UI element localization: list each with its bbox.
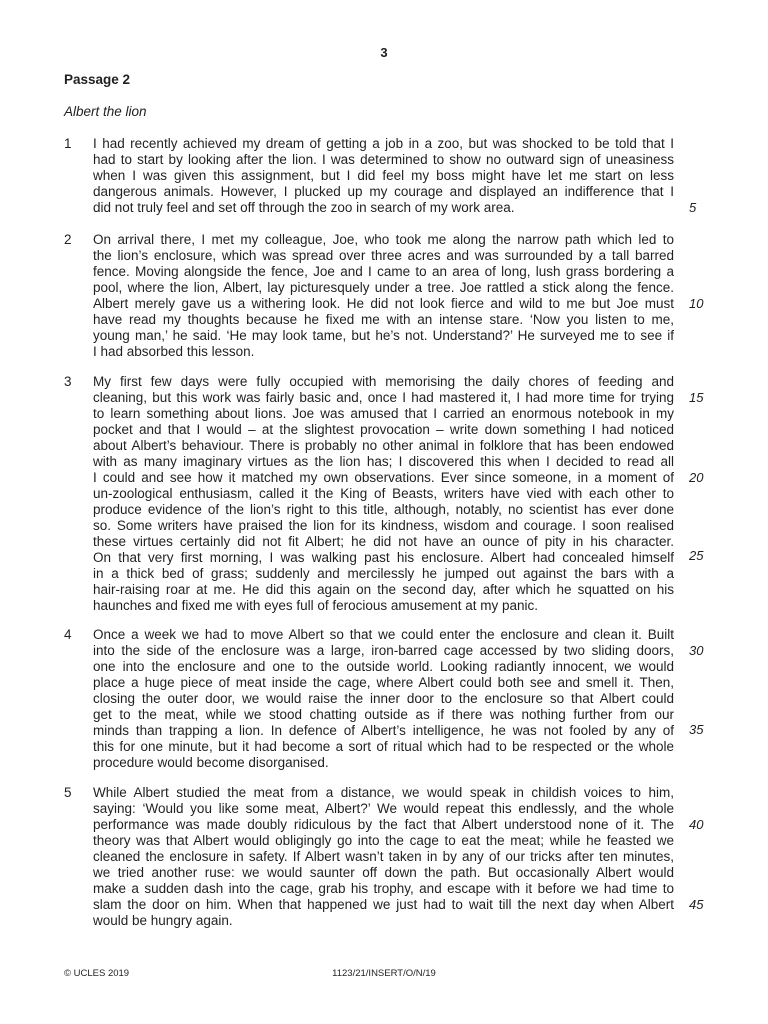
paragraph-text: [93, 627, 674, 771]
text-line: had to start by looking after the lion. I was determined to show no outward sign of uneasiness: [93, 152, 674, 167]
text-line: pool, where the lion, Albert, lay picturesquely under a tree. Joe rattled a stick along the fence.: [93, 280, 674, 295]
text-line: the lion’s enclosure, which was spread over three acres and was surrounded by a tall barred: [93, 248, 674, 263]
text-line: with as many imaginary virtues as the lion has; I discovered this when I decided to read all: [93, 454, 674, 469]
text-line: we tried another ruse: we would saunter off down the path. But occasionally Albert would: [93, 865, 674, 880]
line-number: 10: [689, 296, 704, 311]
text-line: to learn something about lions. Joe was amused that I carried an enormous notebook in my: [93, 406, 674, 421]
line-number: 35: [689, 722, 704, 737]
paragraph-number: 1: [64, 136, 72, 151]
text-line: make a sudden dash into the cage, grab his trophy, and escape with it before we had time to: [93, 881, 674, 896]
footer-document-code: 1123/21/INSERT/O/N/19: [332, 968, 436, 979]
text-line: place a huge piece of meat inside the cage, where Albert could both see and smell it. Then,: [93, 675, 674, 690]
paragraph-text: [93, 232, 674, 360]
text-line: haunches and fixed me with eyes full of ferocious amusement at my panic.: [93, 598, 538, 613]
text-line: un-zoological enthusiasm, called it the King of Beasts, writers have vied with each other to: [93, 486, 674, 501]
page-number: 3: [380, 45, 388, 60]
text-line: Albert merely gave us a withering look. He did not look fierce and wild to me but Joe must: [93, 296, 674, 311]
paragraph-number: 2: [64, 232, 72, 247]
text-line: one into the enclosure and one to the outside world. Looking radiantly innocent, we would: [93, 659, 674, 674]
text-line: performance was made doubly ridiculous by the fact that Albert understood none of it. The: [93, 817, 674, 832]
text-line: have read my thoughts because he fixed me with an intense stare. ‘Now you listen to me,: [93, 312, 674, 327]
text-line: produce evidence of the lion’s right to this title, although, notably, no scientist has ever done: [93, 502, 674, 517]
text-line: this for one minute, but it had become a sort of ritual which had to be respected or the whole: [93, 739, 674, 754]
text-line: I could and see how it matched my own observations. Ever since someone, in a moment of: [93, 470, 674, 485]
text-line: cleaning, but this work was fairly basic and, once I had mastered it, I had more time for trying: [93, 390, 674, 405]
text-line: minds than trapping a lion. In defence of Albert’s intelligence, he was not fooled by any of: [93, 723, 674, 738]
text-line: about Albert’s behaviour. There is probably no other animal in folklore that has been endowed: [93, 438, 674, 453]
text-line: get to the meat, while we stood chatting outside as if there was nothing further from our: [93, 707, 674, 722]
paragraph-number: 4: [64, 627, 72, 642]
line-number: 15: [689, 390, 704, 405]
line-number: 25: [689, 548, 704, 563]
paragraph-text: [93, 785, 674, 929]
text-line: pocket and that I would – at the slightest provocation – write down something I had noticed: [93, 422, 674, 437]
text-line: My first few days were fully occupied with memorising the daily chores of feeding and: [93, 374, 674, 389]
text-line: did not truly feel and set off through the zoo in search of my work area.: [93, 200, 515, 215]
text-line: cleaned the enclosure in safety. If Albert wasn’t taken in by any of our tricks after ten minutes,: [93, 849, 674, 864]
passage-heading: Passage 2: [64, 72, 131, 87]
paragraph-number: 3: [64, 374, 72, 389]
text-line: young man,’ he said. ‘He may look tame, but he’s not. Understand?’ He surveyed me to see if: [93, 328, 674, 343]
text-line: closing the outer door, we would raise the inner door to the enclosure so that Albert could: [93, 691, 674, 706]
line-number: 20: [689, 470, 704, 485]
text-line: hair-raising roar at me. He did this again on the second day, after which he squatted on his: [93, 582, 674, 597]
text-line: theory was that Albert would obligingly go into the cage to eat the meat; while he feasted we: [93, 833, 674, 848]
text-line: would be hungry again.: [93, 913, 233, 928]
text-line: Once a week we had to move Albert so that we could enter the enclosure and clean it. Built: [93, 627, 674, 642]
text-line: dangerous animals. However, I plucked up my courage and displayed an indifference that I: [93, 184, 674, 199]
text-line: On arrival there, I met my colleague, Joe, who took me along the narrow path which led to: [93, 232, 674, 247]
text-line: I had recently achieved my dream of getting a job in a zoo, but was shocked to be told that I: [93, 136, 674, 151]
text-line: these virtues certainly did not fit Albert; he did not have an ounce of pity in his character.: [93, 534, 674, 549]
text-line: slam the door on him. When that happened we just had to wait till the next day when Albert: [93, 897, 674, 912]
text-line: procedure would become disorganised.: [93, 755, 329, 770]
line-number: 40: [689, 817, 704, 832]
paragraph-text: [93, 136, 674, 216]
paragraph-text: [93, 374, 674, 614]
text-line: into the side of the enclosure was a large, iron-barred cage accessed by two sliding doors,: [93, 643, 674, 658]
text-line: fence. Moving alongside the fence, Joe and I came to an area of long, lush grass bordering a: [93, 264, 674, 279]
text-line: On that very first morning, I was walking past his enclosure. Albert had concealed himself: [93, 550, 674, 565]
line-number: 5: [689, 200, 697, 215]
text-line: in a thick bed of grass; suddenly and mercilessly he jumped out against the bars with a: [93, 566, 674, 581]
paragraph-number: 5: [64, 785, 72, 800]
text-line: While Albert studied the meat from a distance, we would speak in childish voices to him,: [93, 785, 674, 800]
footer-copyright: © UCLES 2019: [64, 968, 130, 979]
line-number: 30: [689, 643, 704, 658]
passage-title: Albert the lion: [64, 104, 147, 119]
text-line: I had absorbed this lesson.: [93, 344, 255, 359]
line-number: 45: [689, 897, 704, 912]
text-line: saying: ‘Would you like some meat, Albert?’ We would repeat this endlessly, and the whole: [93, 801, 674, 816]
text-line: so. Some writers have praised the lion for its kindness, wisdom and courage. I soon realised: [93, 518, 674, 533]
text-line: when I was given this assignment, but I did feel my boss might have let me start on less: [93, 168, 674, 183]
